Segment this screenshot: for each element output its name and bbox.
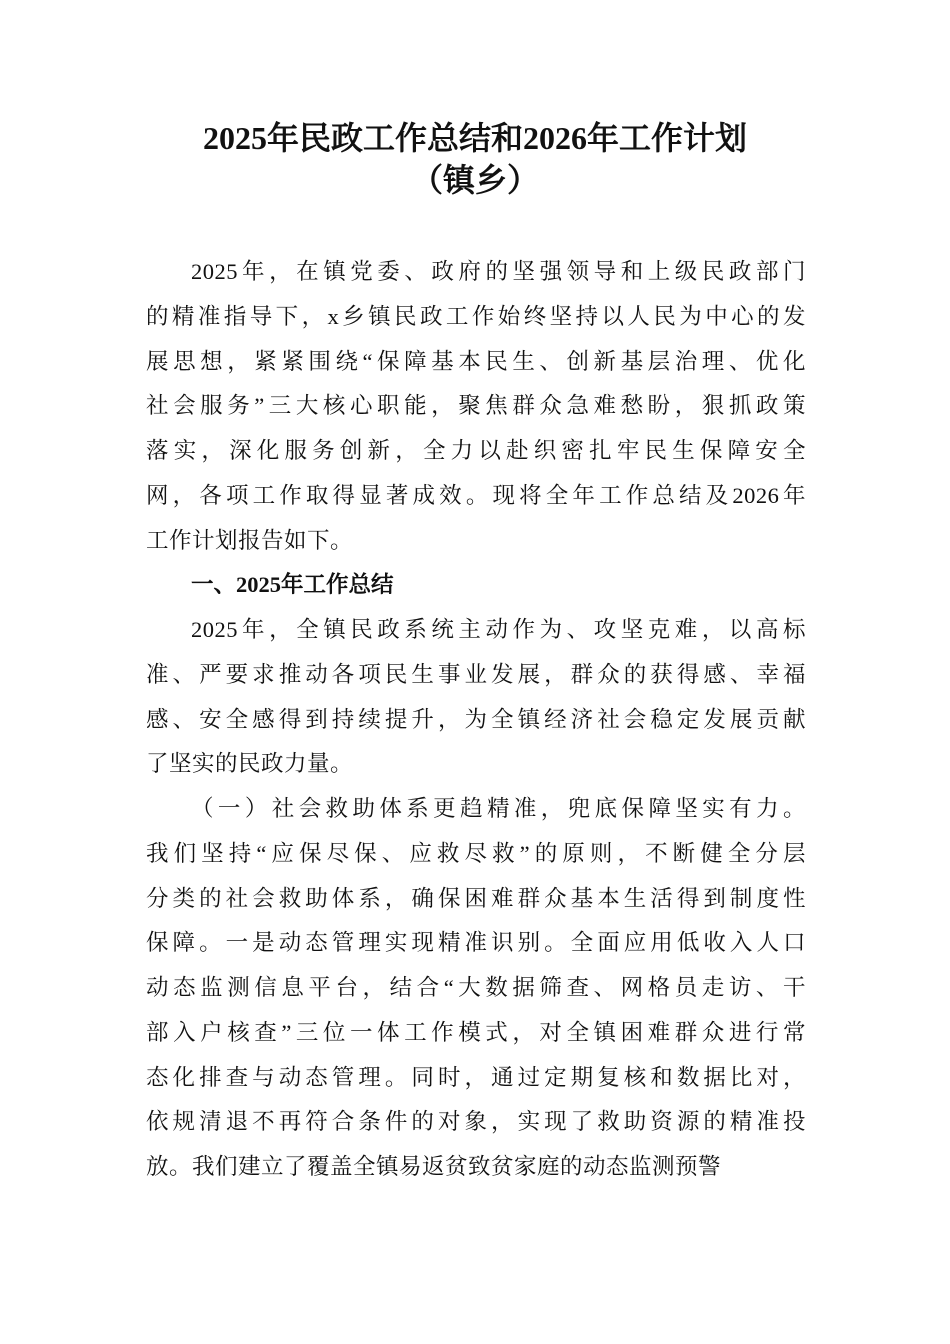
text-line: 2025年，在镇党委、政府的坚强领导和上级民政部门 xyxy=(191,259,806,284)
document-subtitle: （镇乡） xyxy=(410,162,539,198)
text-line: 一、2025年工作总结 xyxy=(191,572,394,598)
text-line: 社会服务”三大核心职能，聚焦群众急难愁盼，狠抓政策 xyxy=(146,393,806,419)
text-line: 放。我们建立了覆盖全镇易返贫致贫家庭的动态监测预警 xyxy=(146,1154,722,1179)
text-line: 动态监测信息平台，结合“大数据筛查、网格员走访、干 xyxy=(146,975,806,1000)
text-line: 2025年，全镇民政系统主动作为、攻坚克难，以高标 xyxy=(191,617,806,642)
text-line: 展思想，紧紧围绕“保障基本民生、创新基层治理、优化 xyxy=(146,348,806,374)
section-heading xyxy=(146,563,806,608)
text-line: （一）社会救助体系更趋精准，兜底保障坚实有力。 xyxy=(191,796,806,821)
document-title: 2025年民政工作总结和2026年工作计划 xyxy=(202,120,747,156)
text-line: 态化排查与动态管理。同时，通过定期复核和数据比对， xyxy=(146,1064,806,1090)
text-line: 感、安全感得到持续提升，为全镇经济社会稳定发展贡献 xyxy=(146,706,806,732)
document-body xyxy=(146,250,806,1190)
text-line: 了坚实的民政力量。 xyxy=(146,751,354,777)
text-line: 落实，深化服务创新，全力以赴织密扎牢民生保障安全 xyxy=(146,438,806,463)
paragraph xyxy=(146,608,806,787)
text-line: 我们坚持“应保尽保、应救尽救”的原则，不断健全分层 xyxy=(146,840,806,866)
text-line: 依规清退不再符合条件的对象，实现了救助资源的精准投 xyxy=(146,1109,806,1135)
text-line: 分类的社会救助体系，确保困难群众基本生活得到制度性 xyxy=(146,885,806,911)
text-line: 的精准指导下，x乡镇民政工作始终坚持以人民为中心的发 xyxy=(146,303,806,329)
text-line: 工作计划报告如下。 xyxy=(146,527,354,553)
text-line: 保障。一是动态管理实现精准识别。全面应用低收入人口 xyxy=(146,930,806,956)
text-line: 网，各项工作取得显著成效。现将全年工作总结及2026年 xyxy=(146,482,806,508)
text-line: 部入户核查”三位一体工作模式，对全镇困难群众进行常 xyxy=(146,1019,806,1045)
paragraph xyxy=(146,787,806,1190)
paragraph xyxy=(146,250,806,563)
text-line: 准、严要求推动各项民生事业发展，群众的获得感、幸福 xyxy=(146,661,806,687)
